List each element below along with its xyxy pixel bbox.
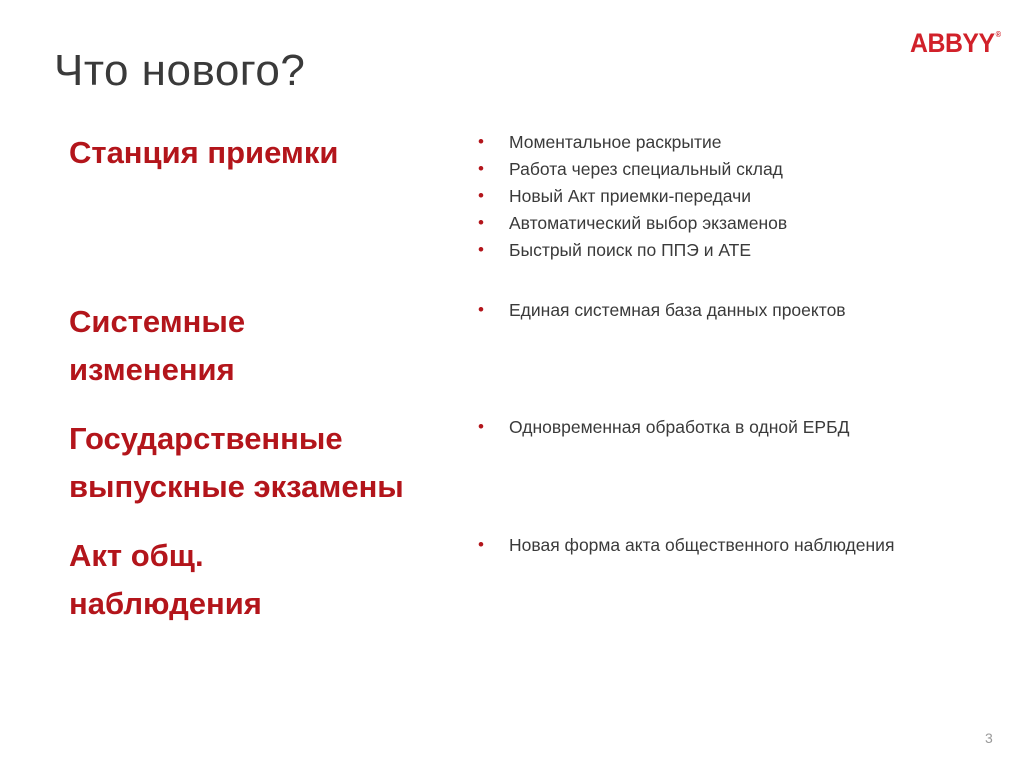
- bullet-icon: •: [478, 300, 484, 319]
- page-number: 3: [985, 730, 993, 746]
- bullet-icon: •: [478, 159, 484, 178]
- slide-title: Что нового?: [54, 46, 306, 95]
- section-heading-reception-station: Станция приемки: [69, 135, 339, 170]
- section-heading-state-exams: Государственные выпускные экзамены: [69, 421, 404, 504]
- bullet-list-reception-station: [478, 129, 787, 264]
- list-item: [478, 414, 849, 441]
- bullet-icon: •: [478, 213, 484, 232]
- section-heading-public-observation-act: Акт общ. наблюдения: [69, 538, 262, 621]
- list-item: [478, 532, 894, 559]
- bullet-text: Одновременная обработка в одной ЕРБД: [509, 417, 850, 437]
- bullet-icon: •: [478, 417, 484, 436]
- bullet-icon: •: [478, 186, 484, 205]
- bullet-text: Быстрый поиск по ППЭ и АТЕ: [509, 240, 752, 260]
- abbyy-logo: [910, 28, 1001, 59]
- list-item: [478, 210, 787, 237]
- bullet-icon: •: [478, 535, 484, 554]
- bullet-text: Автоматический выбор экзаменов: [509, 213, 788, 233]
- bullet-text: Единая системная база данных проектов: [509, 300, 846, 320]
- logo-text: ABBYY: [910, 28, 995, 58]
- section-heading-system-changes: Системные изменения: [69, 304, 246, 387]
- list-item: [478, 156, 787, 183]
- list-item: [478, 183, 787, 210]
- bullet-list-system-changes: [478, 297, 846, 324]
- bullet-text: Новый Акт приемки-передачи: [509, 186, 752, 206]
- list-item: [478, 129, 787, 156]
- bullet-icon: •: [478, 240, 484, 259]
- bullet-icon: •: [478, 132, 484, 151]
- list-item: [478, 297, 846, 324]
- list-item: [478, 237, 787, 264]
- bullet-text: Новая форма акта общественного наблюдения: [509, 535, 895, 555]
- bullet-list-state-exams: [478, 414, 849, 441]
- registered-mark: ®: [995, 30, 1001, 39]
- bullet-text: Моментальное раскрытие: [509, 132, 722, 152]
- bullet-list-public-observation-act: [478, 532, 894, 559]
- bullet-text: Работа через специальный склад: [509, 159, 783, 179]
